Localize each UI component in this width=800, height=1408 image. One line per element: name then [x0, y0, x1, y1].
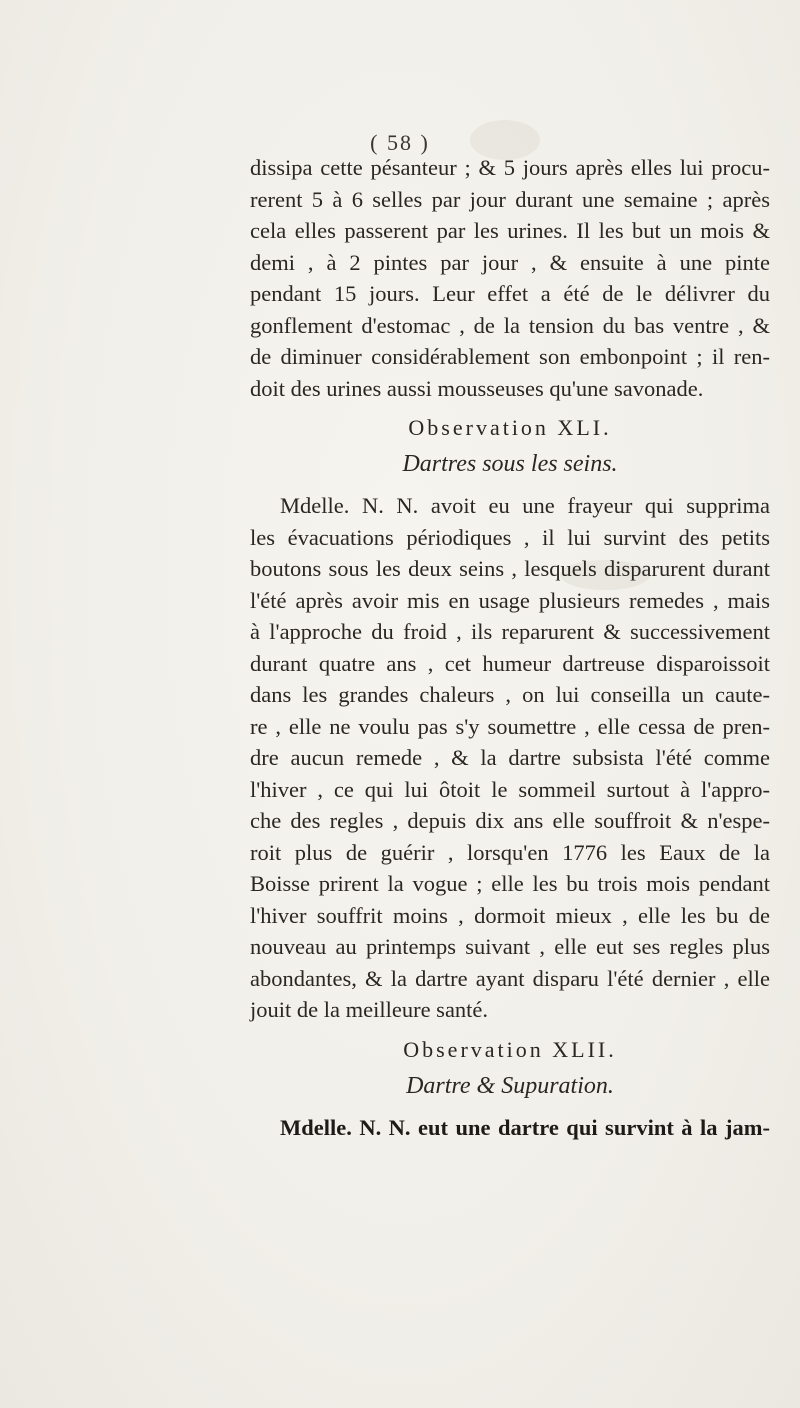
text-line: Mdelle. N. N. avoit eu une frayeur qui supprima	[280, 493, 770, 518]
text-line: durant quatre ans , cet humeur dartreuse disparoissoit	[250, 650, 770, 676]
text-line: les évacuations périodiques , il lui survint des petits	[250, 524, 770, 550]
text-line: abondantes, & la dartre ayant disparu l'été dernier , elle	[250, 965, 770, 991]
observation-heading: Observation XLI.	[408, 415, 612, 440]
text-line: doit des urines aussi mousseuses qu'une savonade.	[250, 375, 704, 401]
text-line: dissipa cette pésanteur ; & 5 jours après elles lui procu-	[250, 155, 770, 180]
observation-title: Dartre & Supuration.	[406, 1072, 614, 1099]
text-line: rerent 5 à 6 selles par jour durant une semaine ; après	[250, 186, 770, 212]
text-line: roit plus de guérir , lorsqu'en 1776 les Eaux de la	[250, 839, 770, 865]
text-line: de diminuer considérablement son embonpoint ; il ren-	[250, 344, 770, 369]
text-line: boutons sous les deux seins , lesquels disparurent durant	[250, 556, 770, 581]
page-number: ( 58 )	[370, 130, 430, 155]
text-line: Boisse prirent la vogue ; elle les bu trois mois pendant	[250, 871, 770, 896]
observation-heading: Observation XLII.	[403, 1036, 617, 1062]
text-line: à l'approche du froid , ils reparurent & successivement	[250, 619, 770, 644]
text-line: jouit de la meilleure santé.	[250, 997, 489, 1022]
text-line: l'hiver , ce qui lui ôtoit le sommeil surtout à l'appro-	[250, 776, 770, 802]
observation-title: Dartres sous les seins.	[402, 451, 618, 477]
text-line: dre aucun remede , & la dartre subsista l'été comme	[250, 745, 770, 770]
text-line: dans les grandes chaleurs , on lui conseilla un caute-	[250, 682, 770, 707]
text-line: l'hiver souffrit moins , dormoit mieux , elle les bu de	[250, 902, 770, 928]
text-line: che des regles , depuis dix ans elle souffroit & n'espe-	[250, 808, 770, 833]
text-line: l'été après avoir mis en usage plusieurs remedes , mais	[250, 587, 770, 613]
text-line: re , elle ne voulu pas s'y soumettre , elle cessa de pren-	[250, 713, 770, 739]
text-line: nouveau au printemps suivant , elle eut ses regles plus	[250, 934, 770, 959]
text-line: gonflement d'estomac , de la tension du bas ventre , &	[250, 312, 770, 338]
text-block	[250, 152, 770, 1143]
text-line: pendant 15 jours. Leur effet a été de le délivrer du	[250, 281, 770, 306]
text-line: cela elles passerent par les urines. Il les but un mois &	[250, 218, 770, 243]
text-line: Mdelle. N. N. eut une dartre qui survint à la jam-	[280, 1114, 770, 1140]
text-line: demi , à 2 pintes par jour , & ensuite à une pinte	[250, 249, 770, 275]
